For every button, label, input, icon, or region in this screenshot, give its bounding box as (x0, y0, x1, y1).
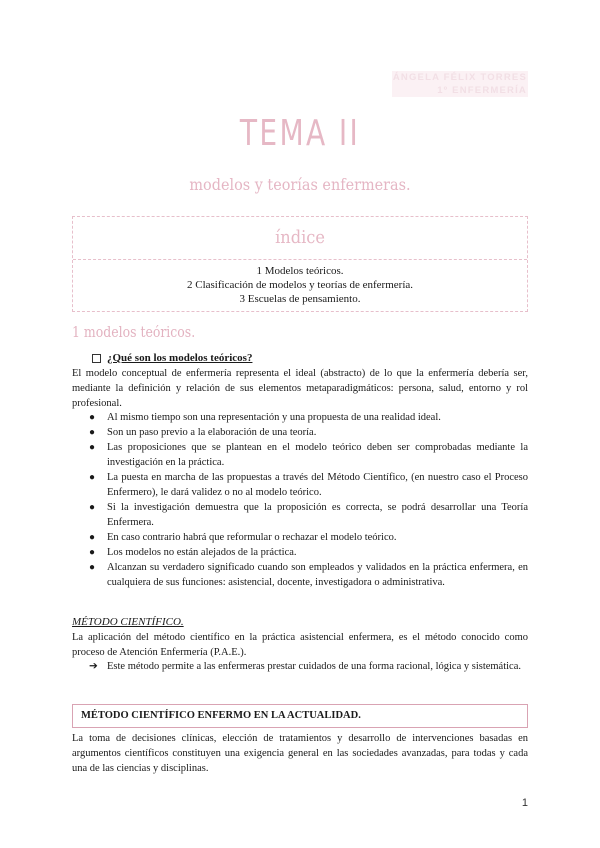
list-item: ● Si la investigación demuestra que la proposición es correcta, se podrá desarrollar una Teoría Enfermera. (89, 502, 528, 528)
index-divider (73, 259, 527, 260)
arrow-right-icon: ➔ (89, 661, 98, 672)
index-item: 2 Clasificación de modelos y teorías de enfermería. (186, 279, 414, 291)
actualidad-paragraph: La toma de decisiones clínicas, elección de tratamientos y desarrollo de intervenciones basadas en argumentos científicos constituyen una exigencia general en las sociedades avanzadas, para todas y cada una de las ciencias y disciplinas. (72, 733, 528, 774)
list-item: ● Los modelos no están alejados de la práctica. (89, 547, 297, 558)
author-header (392, 71, 528, 97)
index-item: 1 Modelos teóricos. (256, 265, 344, 277)
bullet-icon: ● (89, 562, 96, 573)
arrow-item-text: Este método permite a las enfermeras prestar cuidados de una forma racional, lógica y sistemática. (107, 661, 522, 672)
author-name: ÁNGELA FÉLIX TORRES (392, 72, 527, 83)
section-heading: 1 modelos teóricos. (72, 325, 196, 341)
actualidad-title-box: MÉTODO CIENTÍFICO ENFERMO EN LA ACTUALIDAD. (72, 704, 528, 728)
page-subtitle: modelos y teorías enfermeras. (189, 175, 411, 194)
question-line (92, 352, 252, 364)
index-item: 3 Escuelas de pensamiento. (239, 293, 361, 305)
list-item: ● La puesta en marcha de las propuestas a través del Método Científico, (en nuestro caso el Proceso Enfermero), le dará validez o no al modelo teórico. (89, 472, 528, 498)
list-item: ● Al mismo tiempo son una representación y una propuesta de una realidad ideal. (89, 412, 441, 423)
bullet-icon: ● (89, 472, 96, 483)
bullet-icon: ● (89, 442, 96, 453)
intro-paragraph: El modelo conceptual de enfermería representa el ideal (abstracto) de lo que la enfermería debería ser, mediante la definición y relación de sus elementos metaparadigmáticos: persona, salud, entorno y rol profesional. (72, 368, 528, 409)
list-item: ● Las proposiciones que se plantean en el modelo teórico deben ser comprobadas mediante la investigación en la práctica. (89, 442, 528, 468)
bullet-icon: ● (89, 412, 96, 423)
index-heading: índice (275, 227, 325, 248)
checkbox-icon[interactable] (92, 354, 101, 363)
bullet-list (72, 410, 528, 590)
arrow-item (72, 659, 528, 674)
list-item: ● Alcanzan su verdadero significado cuando son empleados y validados en la práctica enfermera, en cualquiera de sus funciones: asistencial, docente, investigadora o administrativa. (89, 562, 528, 588)
page-number: 1 (521, 797, 528, 809)
author-subject: 1º ENFERMERÍA (392, 84, 528, 97)
page-title: TEMA II (239, 113, 361, 154)
metodo-label: MÉTODO CIENTÍFICO. (72, 616, 184, 628)
bullet-icon: ● (89, 547, 96, 558)
index-list (73, 264, 527, 306)
index-box (72, 216, 528, 312)
bullet-icon: ● (89, 532, 96, 543)
bullet-icon: ● (89, 502, 96, 513)
question-text: ¿Qué son los modelos teóricos? (107, 352, 253, 364)
list-item: ● Son un paso previo a la elaboración de una teoría. (89, 427, 317, 438)
list-item: ● En caso contrario habrá que reformular o rechazar el modelo teórico. (89, 532, 397, 543)
metodo-paragraph: La aplicación del método científico en la práctica asistencial enfermera, es el método conocido como proceso de Atención Enfermería (P.A.E.). (72, 632, 528, 658)
bullet-icon: ● (89, 427, 96, 438)
